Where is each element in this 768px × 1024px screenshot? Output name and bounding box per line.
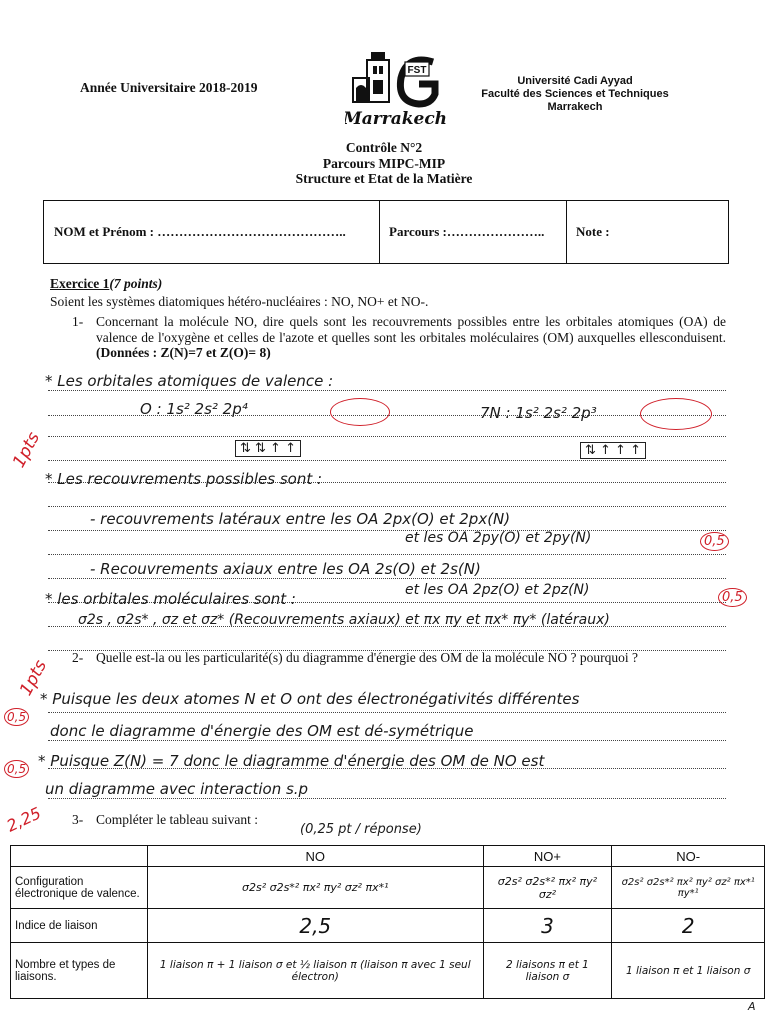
q1-answer-line-3: * Les recouvrements possibles sont : [45,470,323,488]
university-logo [345,48,450,133]
academic-year: Année Universitaire 2018-2019 [80,80,258,95]
answer-table [10,845,765,999]
q2-number: 2- [72,650,84,665]
grader-score-a: 0,5 [700,532,729,551]
q2-answer-line-1: * Puisque les deux atomes N et O ont des électronégativités différentes [40,690,580,708]
exercise-intro: Soient les systèmes diatomiques hétéro-nucléaires : NO, NO+ et NO-. [50,294,429,309]
q1-answer-line-9: σ2s , σ2s* , σz et σz* (Recouvrements axiaux) et πx πy et πx* πy* (latéraux) [78,612,610,628]
q1-answer-nitrogen-config: 7N : 1s² 2s² 2p³ [480,404,597,422]
q1-answer-line-1: * Les orbitales atomiques de valence : [45,372,334,390]
grader-score-b: 0,5 [718,588,747,607]
logo-badge-text: FST [407,65,427,76]
grader-q1-points: 1pts [9,428,45,472]
q1-number: 1- [72,314,84,329]
q3-text: Compléter le tableau suivant : [96,812,258,827]
cell-no-minus-bond-types: 1 liaison π et 1 liaison σ [612,943,765,999]
university-name: Université Cadi Ayyad [517,75,633,87]
cell-no-plus-bond-index: 3 [483,909,612,943]
q1-answer-line-5: et les OA 2py(O) et 2py(N) [405,530,592,546]
exam-titles [0,140,768,187]
table-header-no-minus: NO- [612,846,765,867]
q1-answer-line-4: - recouvrements latéraux entre les OA 2px(O) et 2px(N) [90,510,511,528]
institution-block [465,75,685,114]
row-label-bond-index: Indice de liaison [11,909,148,943]
grader-q2-points: 1pts [16,656,52,700]
grader-score-q3: 2,25 [3,803,44,836]
logo-city-text: Marrakech [345,109,448,129]
track-title: Parcours MIPC-MIP [322,155,446,171]
table-header-empty [11,846,148,867]
q2-answer-line-4: un diagramme avec interaction s.p [45,780,309,798]
q2-answer-line-3: * Puisque Z(N) = 7 donc le diagramme d'énergie des OM de NO est [38,752,545,770]
cell-no-plus-bond-types: 2 liaisons π et 1 liaison σ [483,943,612,999]
row-label-bond-types: Nombre et types de liaisons. [11,943,148,999]
grader-q3-rule: (0,25 pt / réponse) [300,822,422,837]
cell-no-bond-types: 1 liaison π + 1 liaison σ et ½ liaison π (liaison π avec 1 seul électron) [148,943,484,999]
exercise-heading [50,276,162,292]
q1-answer-line-8: * les orbitales moléculaires sont : [45,590,296,608]
q2-answer-line-2: donc le diagramme d'énergie des OM est dé-symétrique [50,722,474,740]
table-header-row [11,846,765,867]
subject-title: Structure et Etat de la Matière [295,171,473,186]
cell-no-plus-configuration: σ2s² σ2s*² πx² πy² σz² [483,867,612,909]
cell-no-configuration: σ2s² σ2s*² πx² πy² σz² πx*¹ [148,867,484,909]
grade-field-label: Note : [576,224,610,239]
row-label-configuration: Configuration électronique de valence. [11,867,148,909]
cell-no-minus-bond-index: 2 [612,909,765,943]
grader-score-c: 0,5 [4,708,29,726]
q1-question: Concernant la molécule NO, dire quels sont les recouvrements possibles entre les orbitales atomiques (OA) de valence de l'oxygène et celles de l'azote et quelles sont les orbitales moléculaires (OM) auxquelles ellesconduisent. [96,314,726,345]
exam-title: Contrôle N°2 [345,140,423,155]
q3-number: 3- [72,812,84,827]
table-row [11,909,765,943]
q1-answer-line-7: et les OA 2pz(O) et 2pz(N) [405,582,590,598]
oxygen-orbital-boxes: ⇅ ⇅ ↑ ↑ [235,440,301,457]
exercise-points: (7 points) [109,276,163,291]
cell-no-minus-configuration: σ2s² σ2s*² πx² πy² σz² πx*¹ πy*¹ [612,867,765,909]
q2-text: Quelle est-la ou les particularité(s) du diagramme d'énergie des OM de la molécule NO ? pourquoi ? [96,650,638,665]
exercise-title: Exercice 1 [50,276,110,291]
table-header-no: NO [148,846,484,867]
track-field-label[interactable]: Parcours :………………….. [389,224,545,239]
page-marker: A [748,1000,756,1013]
nitrogen-orbital-boxes: ⇅ ↑ ↑ ↑ [580,442,646,459]
grader-score-d: 0,5 [4,760,29,778]
cell-no-bond-index: 2,5 [148,909,484,943]
q1-answer-line-6: - Recouvrements axiaux entre les OA 2s(O) et 2s(N) [90,560,481,578]
student-id-box [43,200,729,264]
name-field-label[interactable]: NOM et Prénom : …………………………………….. [54,224,346,239]
table-row [11,943,765,999]
q1-answer-oxygen-config: O : 1s² 2s² 2p⁴ [140,400,248,418]
table-row [11,867,765,909]
faculty-name: Faculté des Sciences et Techniques [481,88,669,100]
city-name: Marrakech [547,101,603,113]
q1-data: (Données : Z(N)=7 et Z(O)= 8) [96,345,271,360]
q1-text [96,314,726,361]
table-header-no-plus: NO+ [483,846,612,867]
